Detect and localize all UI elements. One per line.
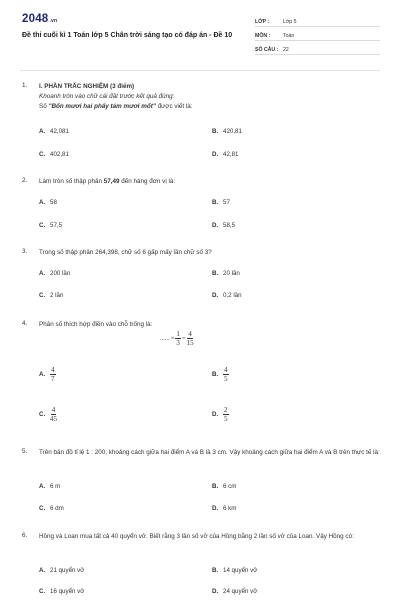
question-text: Trên bản đồ tỉ lệ 1 : 200, khoảng cách giữa hai điểm A và B là 3 cm. Vậy khoảng cách giữa hai điểm A và B trên thực tế là: [39, 449, 380, 456]
option-letter: B. [212, 371, 219, 378]
option-a[interactable] [39, 366, 56, 383]
option-text: 402,81 [50, 151, 69, 158]
question-prompt [39, 102, 380, 112]
meta-key: SỐ CÂU : [255, 47, 279, 53]
option-letter: A. [39, 199, 46, 206]
exam-meta [255, 14, 380, 56]
header-divider [20, 70, 380, 71]
option-letter: D. [212, 505, 219, 512]
option-text: 2 lần [50, 292, 64, 299]
option-c[interactable] [39, 406, 57, 423]
option-letter: C. [39, 222, 46, 229]
question-text: Phân số thích hợp điền vào chỗ trống là: [39, 321, 153, 328]
option-letter: B. [212, 270, 219, 277]
option-text: 200 lần [50, 270, 71, 277]
option-c[interactable] [39, 588, 84, 595]
option-c[interactable] [39, 292, 63, 299]
option-text: 20 lần [223, 270, 240, 277]
exam-title: Đề thi cuối kì 1 Toán lớp 5 Chân trời sáng tạo có đáp án - Đề 10 [22, 32, 233, 39]
meta-key: MÔN : [255, 33, 271, 39]
question-text: Hồng và Loan mua tất cả 40 quyển vở. Biết rằng 3 lần số vở của Hồng bằng 2 lần số vở của Loan. Vậy Hồng có: [39, 533, 354, 540]
question-number: 2. [22, 177, 28, 184]
meta-value: Lớp 5 [283, 19, 297, 25]
equation-blank: ...... [160, 335, 170, 342]
option-c[interactable] [39, 151, 69, 158]
option-d[interactable] [212, 292, 242, 299]
meta-subject-row [255, 28, 380, 41]
question-number: 3. [22, 248, 28, 255]
option-text: 6 km [223, 505, 237, 512]
option-text: 420,81 [223, 128, 242, 135]
option-letter: B. [212, 128, 219, 135]
option-text: 57,5 [50, 222, 63, 229]
question-number: 1. [22, 82, 28, 89]
option-letter: C. [39, 505, 46, 512]
option-text: 0,2 lần [223, 292, 242, 299]
option-text: 42,081 [50, 128, 69, 135]
option-a[interactable] [39, 270, 70, 277]
numerator: 4 [224, 366, 228, 374]
denominator: 5 [224, 375, 228, 383]
denominator: 15 [186, 339, 194, 347]
question-number: 4. [22, 320, 28, 327]
prompt-suffix: được viết là: [155, 103, 193, 110]
question-number: 5. [22, 448, 28, 455]
denominator: 3 [176, 339, 180, 347]
option-letter: C. [39, 151, 46, 158]
logo-text: 2048 [22, 13, 49, 25]
meta-value: 22 [283, 47, 289, 53]
logo-suffix: .vn [49, 18, 58, 24]
option-b[interactable] [212, 483, 236, 490]
numerator: 4 [51, 366, 55, 374]
question-3 [22, 248, 380, 260]
meta-class-row [255, 14, 380, 27]
option-letter: D. [212, 151, 219, 158]
fraction-equation [160, 330, 194, 347]
option-c[interactable] [39, 222, 62, 229]
option-text: 24 quyển vở [223, 588, 258, 595]
option-text: 6 dm [50, 505, 64, 512]
option-d[interactable] [212, 406, 229, 423]
option-b[interactable] [212, 567, 257, 574]
prompt-number: 57,49 [103, 178, 120, 185]
meta-value: Toán [283, 33, 295, 39]
option-c[interactable] [39, 505, 64, 512]
option-text: 6 cm [223, 483, 237, 490]
option-letter: C. [39, 411, 46, 418]
option-letter: D. [212, 222, 219, 229]
site-logo[interactable] [22, 13, 57, 25]
option-letter: C. [39, 292, 46, 299]
option-text: 42,81 [223, 151, 239, 158]
fraction-one-third [175, 330, 181, 347]
question-5 [22, 448, 380, 470]
question-4 [22, 320, 380, 332]
denominator: 5 [224, 415, 228, 423]
option-text: 16 quyển vở [50, 588, 85, 595]
question-number: 6. [22, 532, 28, 539]
option-text: 58,5 [223, 222, 236, 229]
option-letter: B. [212, 199, 219, 206]
prompt-quote: "Bốn mươi hai phẩy tám mươi mốt" [48, 103, 156, 110]
option-b[interactable] [212, 270, 240, 277]
question-text [39, 82, 380, 112]
option-text: 21 quyển vở [50, 567, 85, 574]
numerator: 1 [176, 330, 180, 338]
option-letter: D. [212, 411, 219, 418]
option-letter: A. [39, 483, 46, 490]
option-a[interactable] [39, 128, 69, 135]
option-letter: A. [39, 128, 46, 135]
prompt-prefix: Số [39, 103, 49, 110]
times-sign: × [170, 335, 175, 342]
option-fraction [50, 406, 57, 423]
option-text: 6 m [50, 483, 61, 490]
option-letter: B. [212, 567, 219, 574]
option-d[interactable] [212, 588, 257, 595]
option-d[interactable] [212, 222, 235, 229]
numerator: 4 [51, 406, 56, 414]
option-a[interactable] [39, 483, 60, 490]
meta-key: LỚP : [255, 19, 270, 25]
option-letter: A. [39, 567, 46, 574]
instruction: Khoanh tròn vào chữ cái đặt trước kết quả đúng: [39, 93, 175, 100]
option-a[interactable] [39, 199, 57, 206]
question-1 [22, 82, 380, 172]
prompt-suffix: đến hàng đơn vị là: [119, 178, 176, 185]
meta-count-row [255, 42, 380, 55]
option-b[interactable] [212, 199, 230, 206]
option-b[interactable] [212, 366, 229, 383]
option-fraction [50, 366, 56, 383]
option-letter: B. [212, 483, 219, 490]
option-d[interactable] [212, 151, 238, 158]
option-text: 58 [50, 199, 57, 206]
option-a[interactable] [39, 567, 84, 574]
option-letter: A. [39, 270, 46, 277]
numerator: 2 [224, 406, 228, 414]
option-text: 14 quyển vở [223, 567, 258, 574]
option-letter: A. [39, 371, 46, 378]
option-letter: D. [212, 588, 219, 595]
option-fraction [223, 366, 229, 383]
section-heading: I. PHẦN TRẮC NGHIỆM (3 điểm) [39, 83, 135, 90]
denominator: 7 [51, 375, 55, 383]
option-letter: C. [39, 588, 46, 595]
fraction-four-fifteenths [187, 330, 194, 347]
option-b[interactable] [212, 128, 242, 135]
equals-sign: = [181, 335, 186, 342]
denominator: 45 [50, 415, 57, 423]
question-6 [22, 532, 380, 554]
question-text [39, 177, 380, 187]
question-2 [22, 177, 380, 189]
option-text: 57 [223, 199, 230, 206]
prompt-prefix: Làm tròn số thập phân [39, 178, 104, 185]
option-d[interactable] [212, 505, 236, 512]
option-letter: D. [212, 292, 219, 299]
numerator: 4 [188, 330, 192, 338]
question-text: Trong số thập phân 264,398, chữ số 6 gấp mấy lần chữ số 3? [39, 249, 212, 256]
option-fraction [223, 406, 229, 423]
